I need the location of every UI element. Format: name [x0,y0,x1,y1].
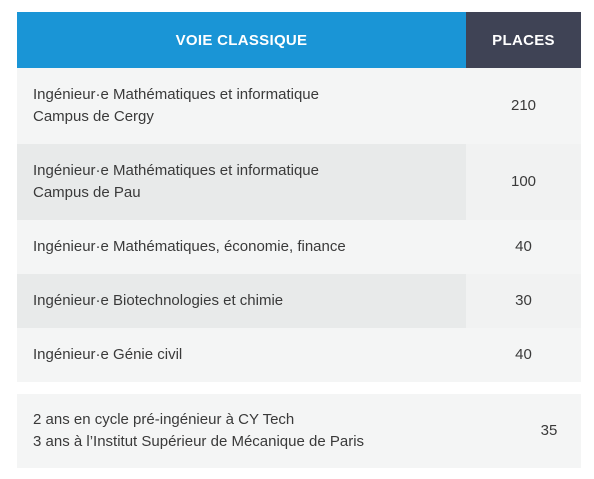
places-value: 40 [466,328,581,382]
program-name: Ingénieur·e Mathématiques, économie, finance [33,238,346,255]
places-value: 100 [466,144,581,220]
program-campus: Campus de Pau [33,184,141,201]
program-campus: Campus de Cergy [33,108,154,125]
places-value: 40 [466,220,581,274]
programs-table [17,12,581,468]
header-places: PLACES [466,12,581,68]
program-name: Ingénieur·e Mathématiques et informatique [33,162,319,179]
table-header [17,12,581,68]
program-name-cell [17,394,517,468]
program-name-cell [17,274,466,328]
row-spacer [17,382,581,394]
program-name-cell [17,328,466,382]
table-row-prep-cycle [17,394,581,468]
places-value: 30 [466,274,581,328]
header-voie-classique: VOIE CLASSIQUE [17,12,466,68]
program-name: Ingénieur·e Mathématiques et informatique [33,86,319,103]
table-row [17,220,581,274]
table-row [17,68,581,144]
table-row [17,328,581,382]
table-row [17,274,581,328]
program-name-cell [17,220,466,274]
ismp-line: 3 ans à l’Institut Supérieur de Mécanique de Paris [33,433,365,450]
prep-cycle-line: 2 ans en cycle pré-ingénieur à CY Tech [33,411,295,428]
program-name-cell [17,68,466,144]
places-value: 35 [540,422,558,439]
program-name-cell [17,144,466,220]
program-name: Ingénieur·e Biotechnologies et chimie [33,292,284,309]
program-name: Ingénieur·e Génie civil [33,346,183,363]
table-row [17,144,581,220]
places-value: 210 [466,68,581,144]
